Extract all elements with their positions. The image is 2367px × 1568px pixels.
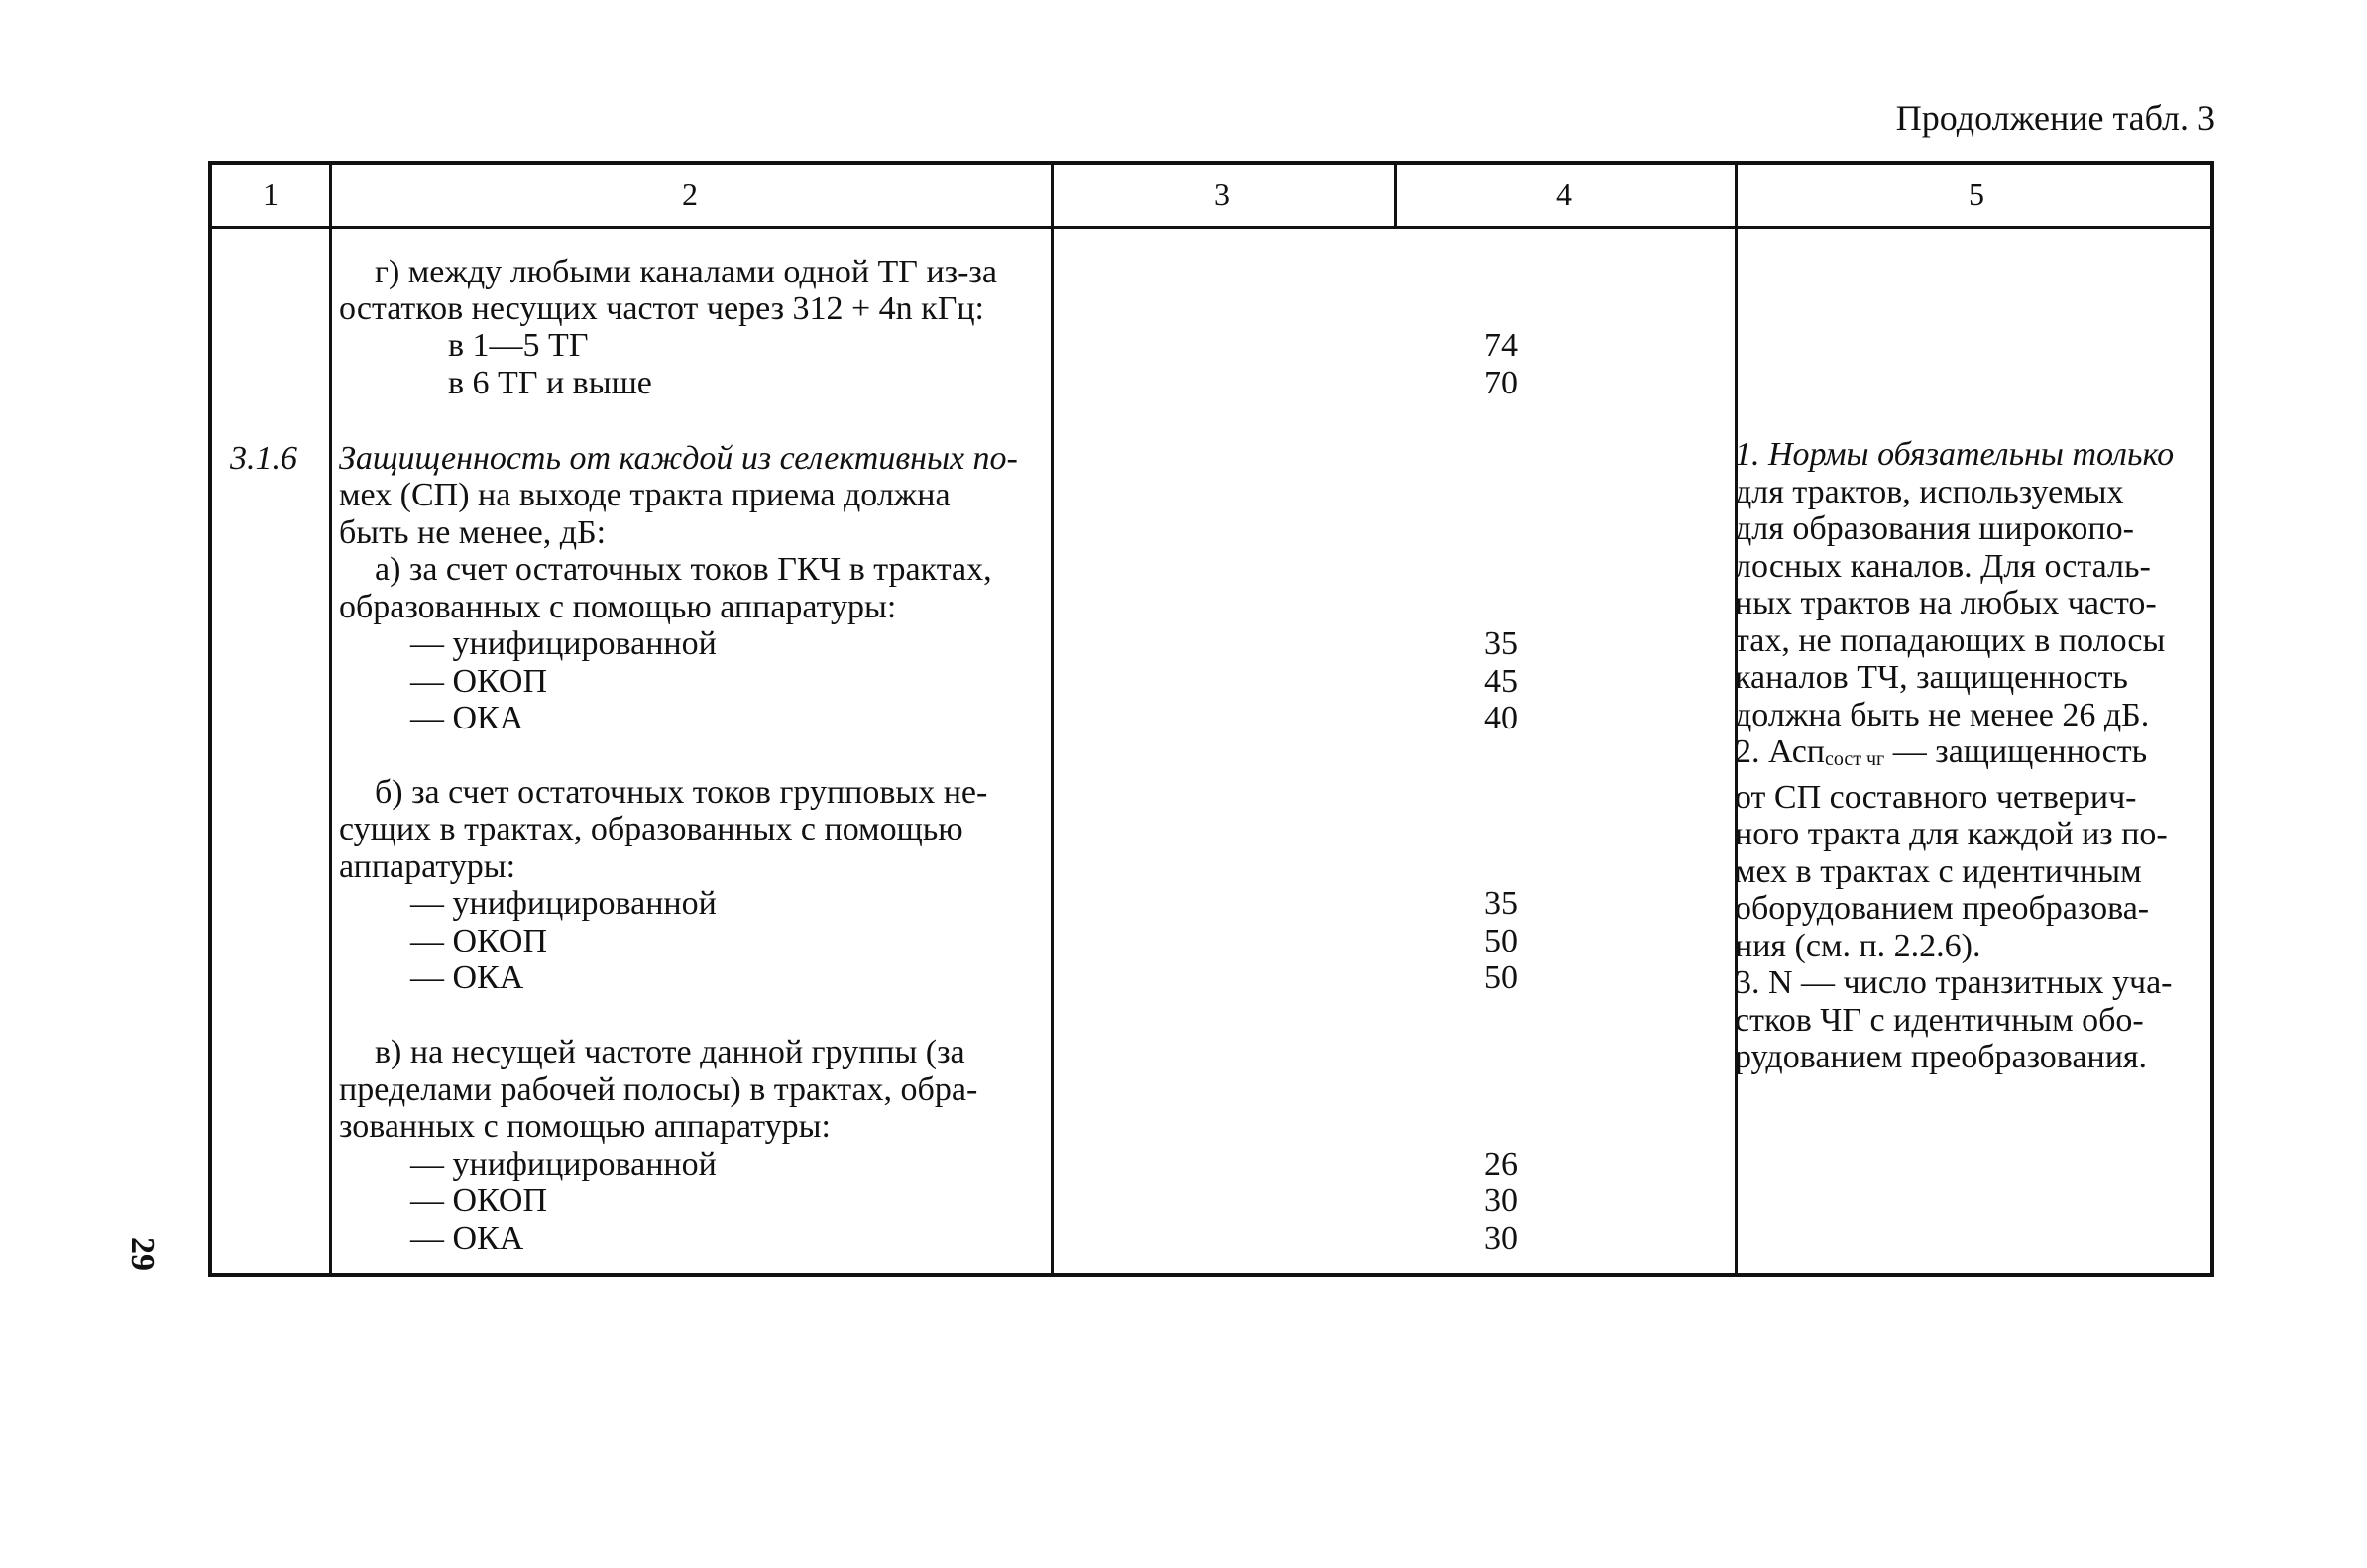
- notes-column: [1735, 436, 2191, 1076]
- v-line-2: пределами рабочей полосы) в трактах, обра-: [339, 1071, 978, 1108]
- note-3-line: рудованием преобразования.: [1735, 1039, 2148, 1075]
- b-line-2: сущих в трактах, образованных с помощью: [339, 811, 963, 847]
- note-2-suffix: — защищенность: [1892, 733, 2148, 770]
- v-item-1-value: 26: [1484, 1146, 1518, 1182]
- b-item-3-label: — ОКА: [410, 959, 524, 996]
- v-item-2-value: 30: [1484, 1182, 1518, 1219]
- v-line-3: зованных с помощью аппаратуры:: [339, 1108, 831, 1145]
- b-item-2-value: 50: [1484, 923, 1518, 959]
- a-line-1: а) за счет остаточных токов ГКЧ в трактах,: [375, 551, 992, 588]
- note-3-line: стков ЧГ с идентичным обо-: [1735, 1001, 2144, 1039]
- a-item-3-value: 40: [1484, 700, 1518, 736]
- b-line-1: б) за счет остаточных токов групповых не-: [375, 774, 988, 811]
- note-3-line: 3. N — число транзитных уча-: [1735, 964, 2173, 1001]
- item-title-line-2: мех (СП) на выходе тракта приема должна: [339, 477, 951, 513]
- header-col-4: 4: [1556, 176, 1572, 212]
- note-1-line: тах, не попадающих в полосы: [1735, 621, 2166, 659]
- note-1-heading: 1. Нормы обязательны только: [1735, 436, 2175, 473]
- b-item-2-label: — ОКОП: [410, 923, 547, 959]
- b-item-1-label: — унифицированной: [410, 885, 717, 922]
- g-item-2-label: в 6 ТГ и выше: [448, 365, 652, 401]
- continuation-label: Продолжение табл. 3: [1895, 98, 2215, 138]
- header-col-1: 1: [263, 176, 279, 212]
- col-divider-2: [1051, 165, 1054, 1273]
- a-item-1-label: — унифицированной: [410, 625, 717, 662]
- item-title-line-3: быть не менее, дБ:: [339, 514, 607, 551]
- g-item-2-value: 70: [1484, 365, 1518, 401]
- item-number: 3.1.6: [230, 440, 297, 477]
- b-item-3-value: 50: [1484, 959, 1518, 996]
- g-line-1: г) между любыми каналами одной ТГ из-за: [375, 254, 997, 290]
- note-1-line: каналов ТЧ, защищенность: [1735, 659, 2128, 696]
- header-col-2: 2: [682, 176, 698, 212]
- note-2-subscript: сост чг: [1825, 748, 1885, 770]
- note-1-line: для образования широкопо-: [1735, 510, 2134, 547]
- header-divider: [212, 226, 2210, 229]
- header-col-5: 5: [1969, 176, 1984, 212]
- a-item-2-value: 45: [1484, 663, 1518, 700]
- note-2-line: от СП составного четверич-: [1735, 778, 2137, 816]
- a-item-3-label: — ОКА: [410, 700, 524, 736]
- page-number: 29: [124, 1237, 161, 1271]
- v-item-1-label: — унифицированной: [410, 1146, 717, 1182]
- a-item-2-label: — ОКОП: [410, 663, 547, 700]
- v-line-1: в) на несущей частоте данной группы (за: [375, 1034, 965, 1070]
- note-1-line: для трактов, используемых: [1735, 473, 2124, 510]
- g-item-1-value: 74: [1484, 327, 1518, 364]
- note-2-line: оборудованием преобразова-: [1735, 890, 2150, 927]
- note-2-prefix: 2. Асп: [1735, 733, 1825, 770]
- note-1-line: должна быть не менее 26 дБ.: [1735, 696, 2150, 733]
- note-1-line: ных трактов на любых часто-: [1735, 585, 2157, 621]
- note-2-line: мех в трактах с идентичным: [1735, 852, 2142, 890]
- note-1-line: лосных каналов. Для осталь-: [1735, 547, 2151, 585]
- v-item-2-label: — ОКОП: [410, 1182, 547, 1219]
- header-col-3: 3: [1214, 176, 1230, 212]
- item-title-line-1: Защищенность от каждой из селективных по-: [339, 440, 1018, 477]
- note-2-line: ния (см. п. 2.2.6).: [1735, 927, 1981, 964]
- col-divider-1: [329, 165, 332, 1273]
- b-line-3: аппаратуры:: [339, 848, 516, 885]
- v-item-3-value: 30: [1484, 1220, 1518, 1257]
- note-2-heading: [1735, 733, 2191, 779]
- a-line-2: образованных с помощью аппаратуры:: [339, 589, 897, 625]
- b-item-1-value: 35: [1484, 885, 1518, 922]
- note-2-line: ного тракта для каждой из по-: [1735, 816, 2168, 852]
- g-line-2: остатков несущих частот через 312 + 4n кГц:: [339, 290, 984, 327]
- a-item-1-value: 35: [1484, 625, 1518, 662]
- v-item-3-label: — ОКА: [410, 1220, 524, 1257]
- g-item-1-label: в 1—5 ТГ: [448, 327, 589, 364]
